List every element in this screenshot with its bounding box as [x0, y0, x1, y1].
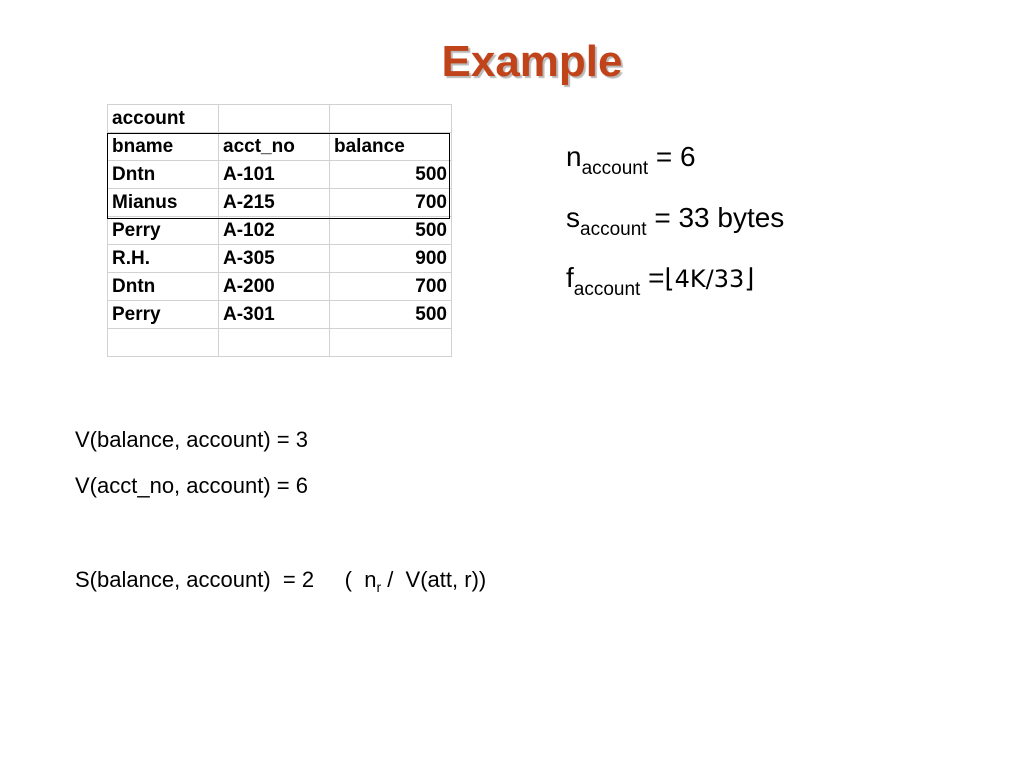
slide-title: Example	[441, 37, 623, 86]
table-row	[108, 217, 452, 245]
bname-cell: Perry	[108, 301, 219, 329]
table-row	[108, 245, 452, 273]
formula-s-main: S(balance, account) = 2 ( n	[75, 567, 377, 592]
empty-cell	[219, 105, 330, 133]
stat-value: = 6	[655, 141, 696, 172]
floor-close-mark: ⌋	[744, 264, 755, 294]
formula-v-balance: V(balance, account) = 3	[75, 427, 308, 452]
empty-cell	[330, 105, 452, 133]
stat-s-account	[566, 201, 784, 239]
stat-subscript: account	[580, 219, 647, 240]
empty-row	[108, 329, 452, 357]
relation-name-cell: account	[108, 105, 219, 133]
bname-cell: Dntn	[108, 161, 219, 189]
stat-equals: =	[648, 262, 665, 293]
acct-no-cell: A-215	[219, 189, 330, 217]
table-name-row	[108, 105, 452, 133]
balance-cell: 500	[330, 161, 452, 189]
stat-value: = 33 bytes	[654, 202, 785, 233]
balance-cell: 900	[330, 245, 452, 273]
stat-f-account	[566, 261, 754, 299]
stat-symbol: f	[566, 262, 574, 293]
table-row	[108, 273, 452, 301]
column-header-bname: bname	[108, 133, 219, 161]
formula-v-acct-no: V(acct_no, account) = 6	[75, 473, 308, 498]
formula-s-subscript: r	[376, 579, 382, 595]
formula-s-balance	[75, 566, 486, 596]
balance-cell: 500	[330, 217, 452, 245]
bname-cell: Perry	[108, 217, 219, 245]
account-table	[107, 104, 452, 357]
empty-cell	[108, 329, 219, 357]
header-row	[108, 133, 452, 161]
table-row	[108, 301, 452, 329]
acct-no-cell: A-101	[219, 161, 330, 189]
stat-symbol: n	[566, 141, 582, 172]
formula-s-tail: / V(att, r))	[381, 567, 487, 592]
floor-expression: 4K/33	[674, 265, 745, 293]
bname-cell: Dntn	[108, 273, 219, 301]
stat-subscript: account	[573, 279, 641, 300]
table-row	[108, 189, 452, 217]
empty-cell	[219, 329, 330, 357]
column-header-acct-no: acct_no	[219, 133, 330, 161]
bname-cell: Mianus	[108, 189, 219, 217]
floor-open-mark: ⌊	[664, 264, 675, 294]
acct-no-cell: A-301	[219, 301, 330, 329]
stat-n-account	[566, 140, 696, 178]
stat-symbol: s	[566, 202, 580, 233]
stat-subscript: account	[581, 158, 649, 179]
empty-cell	[330, 329, 452, 357]
balance-cell: 500	[330, 301, 452, 329]
balance-cell: 700	[330, 189, 452, 217]
acct-no-cell: A-305	[219, 245, 330, 273]
acct-no-cell: A-102	[219, 217, 330, 245]
balance-cell: 700	[330, 273, 452, 301]
table-row	[108, 161, 452, 189]
column-header-balance: balance	[330, 133, 452, 161]
acct-no-cell: A-200	[219, 273, 330, 301]
bname-cell: R.H.	[108, 245, 219, 273]
